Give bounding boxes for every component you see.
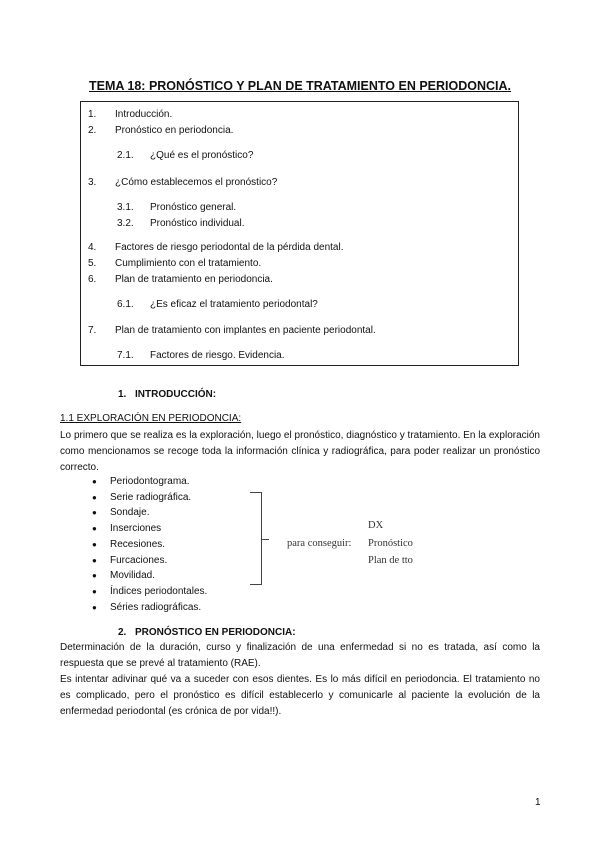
toc-item-number: 4. <box>88 242 97 253</box>
bullet-item: Serie radiográfica. <box>110 491 192 503</box>
bullet-item: Sondaje. <box>110 507 150 519</box>
section-2-heading: PRONÓSTICO EN PERIODONCIA: <box>135 627 296 638</box>
toc-item-text: Factores de riesgo. Evidencia. <box>150 350 285 361</box>
toc-item-number: 1. <box>88 109 97 120</box>
toc-item-text: Plan de tratamiento con implantes en paciente periodontal. <box>115 325 376 336</box>
definition-paragraph: Determinación de la duración, curso y finalización de una enfermedad si no es tratada, así como la respuesta que se prevé al tratamiento (RAE). <box>60 642 540 669</box>
page-title: TEMA 18: PRONÓSTICO Y PLAN DE TRATAMIENTO EN PERIODONCIA. <box>88 79 512 93</box>
bullet-item: Índices periodontales. <box>110 585 208 597</box>
bullet-item: Inserciones <box>110 523 162 535</box>
page-number: 1 <box>535 797 541 808</box>
goal-dx: DX <box>368 520 384 531</box>
bullet-icon: ● <box>92 586 97 596</box>
bracket <box>250 492 262 585</box>
bullet-icon: ● <box>92 602 97 612</box>
toc-item-number: 6.1. <box>117 299 134 310</box>
toc-item-number: 3. <box>88 177 97 188</box>
toc-item-text: Pronóstico general. <box>150 202 237 213</box>
toc-item-text: ¿Cómo establecemos el pronóstico? <box>115 177 278 188</box>
bullet-item: Séries radiográficas. <box>110 601 202 613</box>
bullet-icon: ● <box>92 571 97 581</box>
explanation-paragraph: Es intentar adivinar qué va a suceder con esos dientes. Es lo más difícil en periodoncia. El tratamiento no es complicado, pero el pronóstico es difícil establecerlo y comunicarle al paciente la evolución de la enfermedad periodontal (es crónica de por vida!!). <box>60 674 540 717</box>
toc-item-text: Cumplimiento con el tratamiento. <box>115 258 262 269</box>
goal-plan: Plan de tto <box>368 555 413 566</box>
toc-item-text: ¿Es eficaz el tratamiento periodontal? <box>150 299 318 310</box>
toc-item-number: 3.2. <box>117 218 134 229</box>
section-2-number: 2. <box>118 627 127 638</box>
toc-item-text: Plan de tratamiento en periodoncia. <box>115 274 273 285</box>
toc-item-text: ¿Qué es el pronóstico? <box>150 150 254 161</box>
toc-item-number: 7. <box>88 325 97 336</box>
toc-item-text: Pronóstico en periodoncia. <box>115 125 234 136</box>
bullet-icon: ● <box>92 477 97 486</box>
bullet-item: Movilidad. <box>110 570 156 582</box>
bracket-label: para conseguir: <box>287 538 352 549</box>
bullet-icon: ● <box>92 508 97 518</box>
bullet-item: Furcaciones. <box>110 554 168 566</box>
intro-paragraph: Lo primero que se realiza es la exploración, luego el pronóstico, diagnóstico y tratamiento. En la exploración como mencionamos se recoge toda la información clínica y radiográfica, para poder realizar un pronóstico correcto. <box>60 430 540 473</box>
bullet-icon: ● <box>92 492 97 502</box>
section-1-heading: INTRODUCCIÓN: <box>135 389 217 400</box>
toc-item-text: Factores de riesgo periodontal de la pérdida dental. <box>115 242 344 253</box>
toc-item-number: 2. <box>88 125 97 136</box>
subsection-heading: 1.1 EXPLORACIÓN EN PERIODONCIA: <box>60 413 242 424</box>
section-1-number: 1. <box>118 389 127 400</box>
bullet-icon: ● <box>92 555 97 565</box>
goal-pronostico: Pronóstico <box>368 538 413 549</box>
bullet-item: Recesiones. <box>110 538 166 550</box>
toc-item-text: Introducción. <box>115 109 173 120</box>
bullet-icon: ● <box>92 524 97 534</box>
bullet-icon: ● <box>92 539 97 549</box>
toc-item-number: 6. <box>88 274 97 285</box>
toc-item-number: 5. <box>88 258 97 269</box>
toc-item-text: Pronóstico individual. <box>150 218 245 229</box>
toc-item-number: 7.1. <box>117 350 134 361</box>
bullet-item: Periodontograma. <box>110 476 190 487</box>
toc-item-number: 3.1. <box>117 202 134 213</box>
toc-item-number: 2.1. <box>117 150 134 161</box>
